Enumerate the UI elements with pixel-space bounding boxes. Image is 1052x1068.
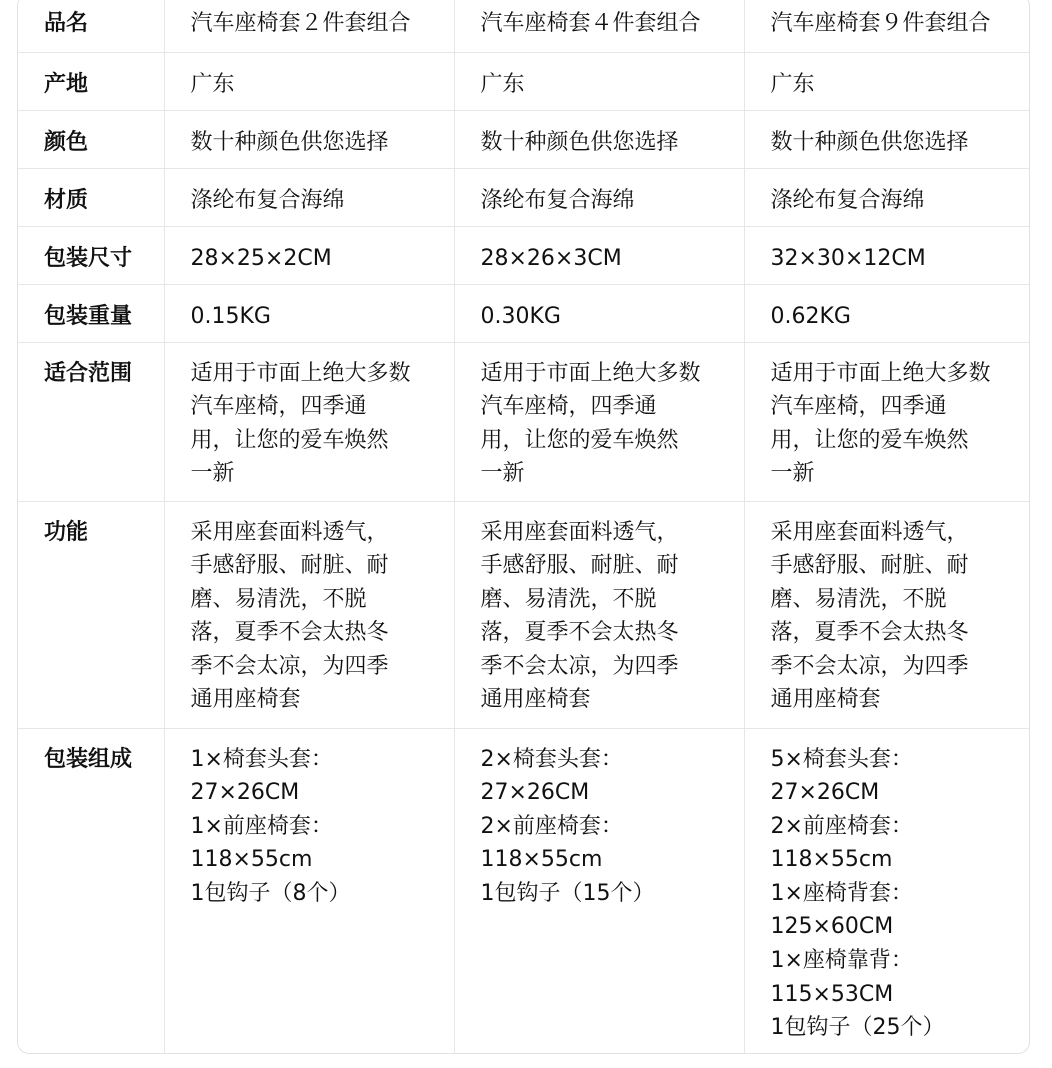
row-applicable-range (18, 342, 1030, 501)
cell-2-piece: 适用于市面上绝大多数 汽车座椅，四季通 用，让您的爱车焕然 一新 (164, 342, 454, 501)
cell-9-piece: 采用座套面料透气， 手感舒服、耐脏、耐 磨、易清洗，不脱 落，夏季不会太热冬 季不会太凉，为四季 通用座椅套 (744, 501, 1030, 728)
spec-table-grid (18, 0, 1030, 1054)
cell-9-piece: 数十种颜色供您选择 (744, 110, 1030, 168)
row-label: 品名 (18, 0, 164, 52)
row-function (18, 501, 1030, 728)
row-label: 包装尺寸 (18, 226, 164, 284)
row-label: 材质 (18, 168, 164, 226)
row-label: 颜色 (18, 110, 164, 168)
cell-2-piece: 数十种颜色供您选择 (164, 110, 454, 168)
cell-4-piece: 0.30KG (454, 284, 744, 342)
cell-4-piece: 汽车座椅套４件套组合 (454, 0, 744, 52)
row-package-weight (18, 284, 1030, 342)
cell-4-piece: 数十种颜色供您选择 (454, 110, 744, 168)
cell-9-piece: 涤纶布复合海绵 (744, 168, 1030, 226)
cell-9-piece: 32×30×12CM (744, 226, 1030, 284)
cell-4-piece: 采用座套面料透气， 手感舒服、耐脏、耐 磨、易清洗，不脱 落，夏季不会太热冬 季不会太凉，为四季 通用座椅套 (454, 501, 744, 728)
row-label: 包装重量 (18, 284, 164, 342)
cell-2-piece: 汽车座椅套２件套组合 (164, 0, 454, 52)
cell-4-piece: 28×26×3CM (454, 226, 744, 284)
cell-2-piece: 广东 (164, 52, 454, 110)
row-package-size (18, 226, 1030, 284)
cell-9-piece: 0.62KG (744, 284, 1030, 342)
cell-9-piece: 5×椅套头套： 27×26CM 2×前座椅套： 118×55cm 1×座椅背套： 125×60CM 1×座椅靠背： 115×53CM 1包钩子（25个） (770, 746, 945, 1041)
cell-2-piece: 涤纶布复合海绵 (164, 168, 454, 226)
row-product-name (18, 0, 1030, 52)
row-label: 功能 (18, 501, 164, 728)
cell-9-piece: 适用于市面上绝大多数 汽车座椅，四季通 用，让您的爱车焕然 一新 (744, 342, 1030, 501)
cell-4-piece: 2×椅套头套： 27×26CM 2×前座椅套： 118×55cm 1包钩子（15个） (454, 728, 744, 1054)
cell-4-piece: 涤纶布复合海绵 (454, 168, 744, 226)
row-origin (18, 52, 1030, 110)
cell-9-piece: 广东 (744, 52, 1030, 110)
spec-table (17, 0, 1030, 1054)
cell-2-piece: 0.15KG (164, 284, 454, 342)
row-package-contents (18, 728, 1030, 1054)
cell-4-piece: 适用于市面上绝大多数 汽车座椅，四季通 用，让您的爱车焕然 一新 (454, 342, 744, 501)
row-label: 产地 (18, 52, 164, 110)
cell-2-piece: 28×25×2CM (164, 226, 454, 284)
cell-9-piece: 汽车座椅套９件套组合 (744, 0, 1030, 52)
row-material (18, 168, 1030, 226)
cell-2-piece: 采用座套面料透气， 手感舒服、耐脏、耐 磨、易清洗，不脱 落，夏季不会太热冬 季不会太凉，为四季 通用座椅套 (164, 501, 454, 728)
cell-4-piece: 广东 (454, 52, 744, 110)
row-label: 适合范围 (18, 342, 164, 501)
row-color (18, 110, 1030, 168)
row-label: 包装组成 (18, 728, 164, 1054)
cell-2-piece: 1×椅套头套： 27×26CM 1×前座椅套： 118×55cm 1包钩子（8个） (164, 728, 454, 1054)
